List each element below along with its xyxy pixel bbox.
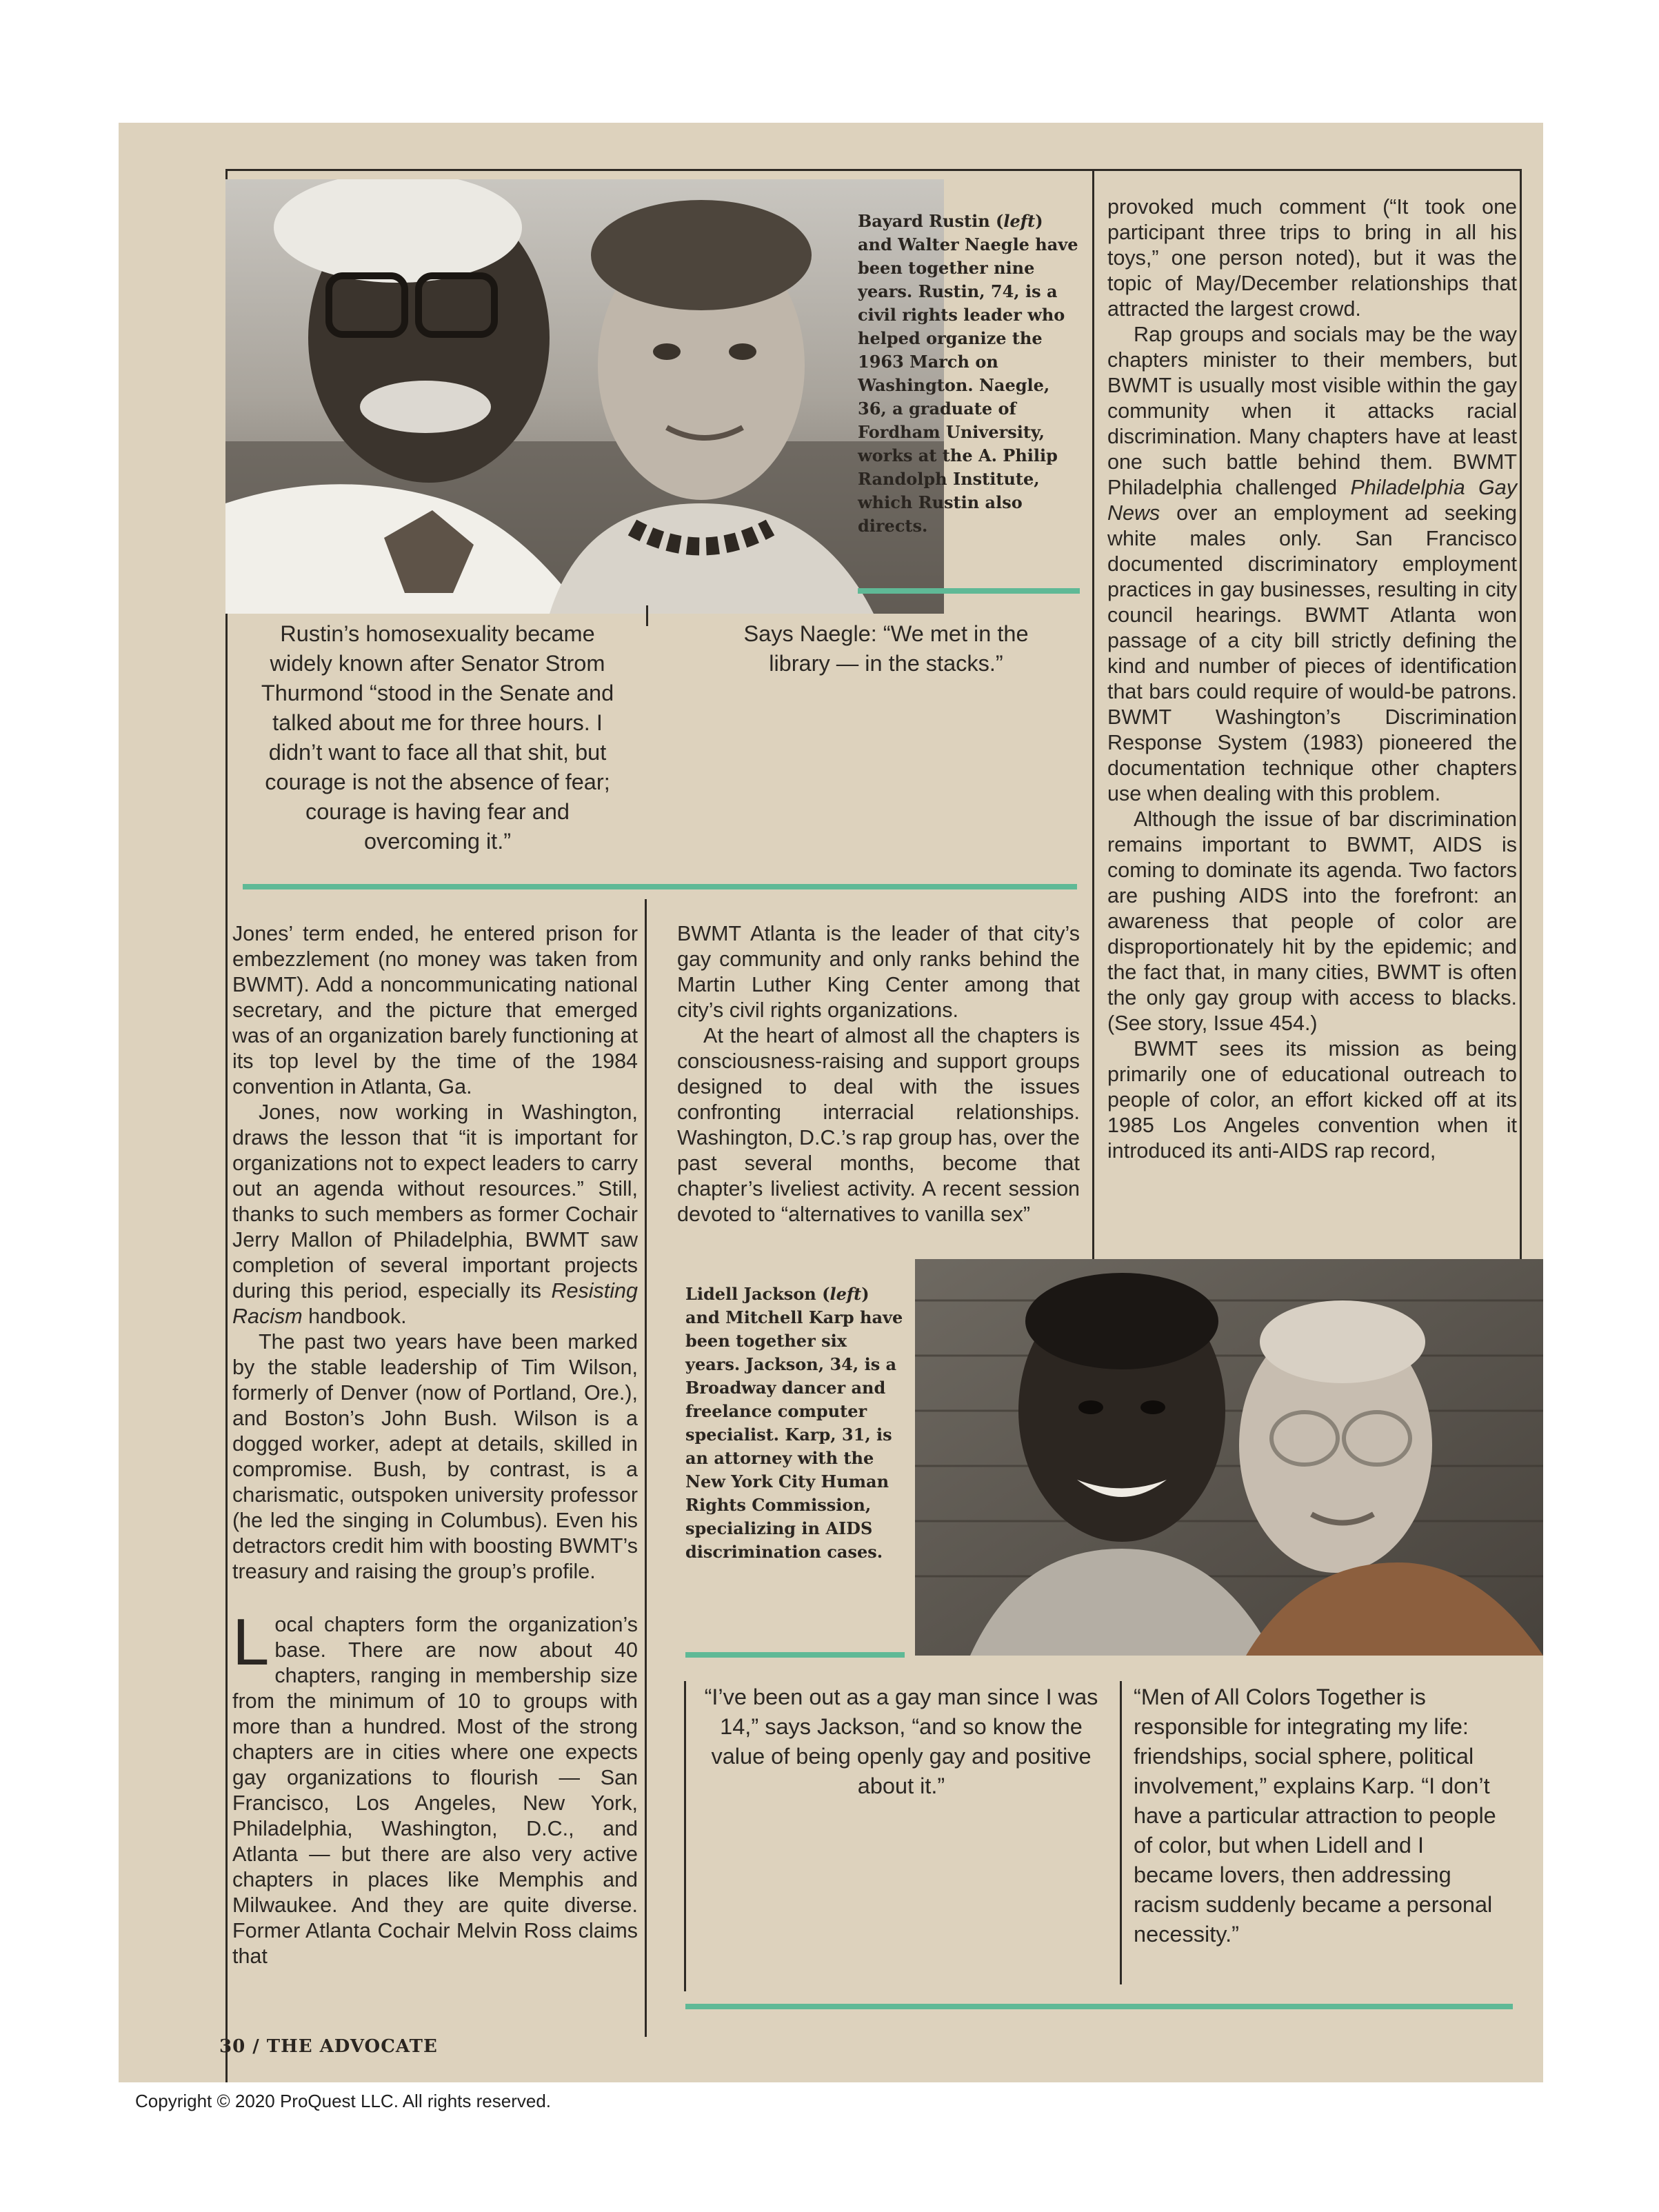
photo-rustin-naegle-image bbox=[225, 179, 944, 614]
paragraph: Rap groups and socials may be the way chapters minister to their members, but BWMT is usually most visible within the gay community when it attacks racial discrimination. Many chapters have at least one such battle behind them. BWMT Philadelphia challenged Philadelphia Gay News over an employment ad seeking white males only. San Francisco documented discriminatory employment practices in gay businesses, resulting in city council hearings. BWMT Atlanta won passage of a city bill strictly defining the kind and number of pieces of identification that bars could require of would-be patrons. BWMT Washington’s Discrimination Response System (1983) pioneered the documentation technique other chapters use when dealing with this problem. bbox=[1107, 323, 1517, 805]
accent-rule-bottom-quotes bbox=[685, 2004, 1513, 2009]
paragraph: Although the issue of bar discrimination remains important to BWMT, AIDS is coming to dominate its agenda. Two factors are pushing AIDS into the forefront: an awareness that people of color are disproportionately hit by the epidemic; and the fact that, in many cities, BWMT is often the only gay group with access to blacks. (See story, Issue 454.) bbox=[1107, 807, 1517, 1035]
article-column-right bbox=[1107, 194, 1517, 1164]
left-frame-rule-lower bbox=[225, 605, 228, 2082]
page-folio: 30 / THE ADVOCATE bbox=[219, 2036, 438, 2057]
paragraph: provoked much comment (“It took one participant three trips to bring in all his toys,” one person noted), but it was the topic of May/December relationships that attracted the largest crowd. bbox=[1107, 195, 1517, 321]
copyright-notice: Copyright © 2020 ProQuest LLC. All rights reserved. bbox=[135, 2091, 552, 2111]
accent-rule-caption-bottom bbox=[685, 1652, 905, 1658]
photo-jackson-karp bbox=[915, 1259, 1543, 1656]
paragraph: BWMT sees its mission as being primarily one of educational outreach to people of color, an effort kicked off at its 1985 Los Angeles convention when it introduced its anti-AIDS rap record, bbox=[1107, 1037, 1517, 1163]
top-frame-rule bbox=[225, 169, 1522, 171]
quote-rule-bottom bbox=[684, 1681, 686, 1991]
paragraph: At the heart of almost all the chapters is consciousness-raising and support groups designed to deal with the issues confronting interracial relationships. Washington, D.C.’s rap group has, over the past several months, become that chapter’s liveliest activity. A recent session devoted to “alternatives to vanilla sex” bbox=[677, 1024, 1080, 1226]
pull-quote-naegle: Says Naegle: “We met in the library — in the stacks.” bbox=[743, 621, 1029, 676]
photo-caption-top: Bayard Rustin (left) and Walter Naegle have been together nine years. Rustin, 74, is a civil rights leader who helped organize the 1963 March on Washington. Naegle, 36, a graduate of Fordham University, works at the A. Philip Randolph Institute, which Rustin also directs. bbox=[858, 211, 1078, 536]
paragraph: Jones, now working in Washington, draws the lesson that “it is important for organizations not to expect leaders to carry out an agenda without resources.” Still, thanks to such members as former Cochair Jerry Mallon of Philadelphia, BWMT saw completion of several important projects during this period, especially its Resisting Racism handbook. bbox=[232, 1100, 638, 1328]
accent-rule-top-quotes bbox=[243, 884, 1077, 889]
article-column-middle bbox=[677, 921, 1080, 1227]
quote-rule-bottom-right bbox=[1120, 1681, 1122, 1984]
paragraph: The past two years have been marked by the stable leadership of Tim Wilson, formerly of Denver (now of Portland, Ore.), and Boston’s John Bush. Wilson is a dogged worker, adept at details, skilled in compromise. Bush, by contrast, is a charismatic, outspoken university professor (he led the singing in Columbus). Even his detractors credit him with boosting BWMT’s treasury and raising the group’s profile. bbox=[232, 1330, 638, 1583]
article-column-left bbox=[232, 921, 638, 1969]
photo-caption-bottom: Lidell Jackson (left) and Mitchell Karp have been together six years. Jackson, 34, is a Broadway dancer and freelance computer specialist. Karp, 31, is an attorney with the New York City Human Rights Commission, specializing in AIDS discrimination cases. bbox=[685, 1284, 903, 1562]
quote-divider-mark bbox=[646, 605, 648, 626]
drop-cap: L bbox=[232, 1605, 270, 1679]
paragraph: BWMT Atlanta is the leader of that city’s gay community and only ranks behind the Martin Luther King Center among that city’s civil rights organizations. bbox=[677, 922, 1080, 1022]
right-frame-rule bbox=[1520, 169, 1522, 1286]
accent-rule-caption-top bbox=[858, 588, 1080, 594]
pull-quote-jackson: “I’ve been out as a gay man since I was 14,” says Jackson, “and so know the value of being openly gay and positive about it.” bbox=[704, 1685, 1098, 1798]
paragraph: Jones’ term ended, he entered prison for embezzlement (no money was taken from BWMT). Add a noncommunicating national secretary, and the picture that emerged was of an organization barely functioning at its top level by the time of the 1984 convention in Atlanta, Ga. bbox=[232, 922, 638, 1098]
photo-rustin-naegle bbox=[225, 179, 944, 614]
magazine-page bbox=[119, 123, 1543, 2082]
paragraph: Local chapters form the organization’s base. There are now about 40 chapters, ranging in membership size from the minimum of 10 to groups with more than a hundred. Most of the strong chapters are in cities where one expects gay organizations to flourish — San Francisco, Los Angeles, New York, Philadelphia, Washington, D.C., and Atlanta — but there are also very active chapters in places like Memphis and Milwaukee. And they are quite diverse. Former Atlanta Cochair Melvin Ross claims that bbox=[232, 1605, 638, 1968]
photo-jackson-karp-image bbox=[915, 1259, 1543, 1656]
pull-quote-rustin: Rustin’s homosexuality became widely known after Senator Strom Thurmond “stood in the Senate and talked about me for three hours. I didn’t want to face all that shit, but courage is not the absence of fear; courage is having fear and overcoming it.” bbox=[261, 621, 614, 854]
pull-quote-karp: “Men of All Colors Together is responsible for integrating my life: friendships, social sphere, political involvement,” explains Karp. “I don’t have a particular attraction to people of color, but when Lidell and I became lovers, then addressing racism suddenly became a personal necessity.” bbox=[1134, 1685, 1496, 1947]
column-rule-1 bbox=[645, 899, 647, 2037]
column-rule-2 bbox=[1092, 169, 1094, 1283]
